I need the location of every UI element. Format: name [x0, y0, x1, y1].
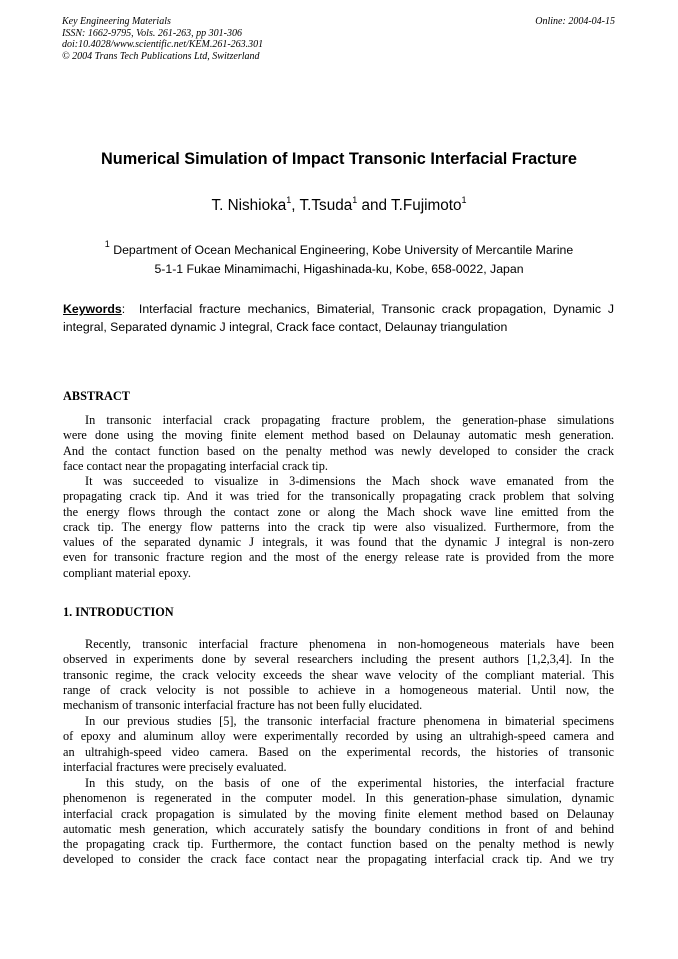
text-line: In our previous studies [5], the transonic interfacial fracture phenomena in bimaterial specimens — [85, 714, 614, 728]
text-line: transonic regime, the crack velocity exceeds the shear wave velocity of the compliant material. This — [63, 667, 614, 682]
text-line: In this study, on the basis of one of the experimental histories, the interfacial fracture — [85, 776, 614, 790]
introduction-paragraph — [63, 637, 614, 713]
text-line: And the contact function based on the penalty method was newly developed to consider the crack — [63, 443, 614, 458]
journal-header — [62, 16, 615, 62]
text-line: propagating crack tip. And it was tried for the transonically propagating crack problem that solving — [63, 489, 614, 504]
text-line: In transonic interfacial crack propagating fracture problem, the generation-phase simulations — [85, 413, 614, 427]
abstract-paragraph — [63, 413, 614, 474]
doi-line: doi:10.4028/www.scientific.net/KEM.261-263.301 — [62, 39, 264, 51]
text-line: of epoxy and aluminum alloy were experimentally recorded by using an ultrahigh-speed camera and — [63, 729, 614, 744]
author-name: T. Nishioka — [211, 197, 287, 214]
affiliation-mark: 1 — [104, 239, 110, 249]
text-line: the propagating crack tip. Furthermore, the contact function based on the penalty method is newly — [63, 837, 614, 852]
keywords-label: Keywords — [63, 302, 122, 316]
introduction-heading: 1. INTRODUCTION — [63, 605, 174, 619]
affiliation-department: Department of Ocean Mechanical Engineering, Kobe University of Mercantile Marine — [109, 243, 574, 257]
text-line: an ultrahigh-speed video camera. Based on the experimental records, the histories of transonic — [63, 744, 614, 759]
text-line: phenomenon is regenerated in the computer model. In this generation-phase simulation, dynamic — [63, 791, 614, 806]
author-separator: and — [357, 197, 391, 214]
text-line: range of crack velocity is not possible to achieve in a homogeneous material. Until now, the — [63, 682, 614, 697]
text-line: crack tip. The energy flow patterns into the crack tip were also visualized. Furthermore, from the — [63, 519, 614, 534]
text-line: face contact near the propagating interfacial crack tip. — [63, 458, 328, 473]
text-line: automatic mesh generation, which accurately satisfy the boundary conditions in front of and behind — [63, 821, 614, 836]
text-line: interfacial fractures were precisely evaluated. — [63, 759, 287, 774]
introduction-paragraph — [63, 714, 614, 775]
copyright-line: © 2004 Trans Tech Publications Ltd, Switzerland — [62, 50, 260, 62]
text-line: even for transonic fracture region and the most of the energy release rate is provided from the more — [63, 550, 614, 565]
text-line: developed to consider the crack face contact near the propagating interfacial crack tip. And we try — [63, 852, 614, 867]
text-line: were done using the moving finite element method based on Delaunay automatic mesh generation. — [63, 428, 614, 443]
abstract-paragraph — [63, 474, 614, 581]
text-line: It was succeeded to visualize in 3-dimensions the Mach shock wave emanated from the — [85, 474, 614, 488]
text-line: Recently, transonic interfacial fracture phenomena in non-homogeneous materials have been — [85, 637, 614, 651]
author-name: T.Tsuda — [299, 197, 353, 214]
affiliation-address: 5-1-1 Fukae Minamimachi, Higashinada-ku, Kobe, 658-0022, Japan — [154, 261, 524, 276]
keywords-text: Interfacial fracture mechanics, Bimaterial, Transonic crack propagation, Dynamic J integral, Separated dynamic J integral, Crack face contact, Delaunay triangulation — [63, 302, 614, 334]
text-line: the energy flows through the contact zone or along the Mach shock wave line emitted from the — [63, 504, 614, 519]
online-date: Online: 2004-04-15 — [535, 16, 615, 27]
author-separator: , — [291, 197, 300, 214]
text-line: observed in experiments done by several researchers including the present authors [1,2,3,4]. In the — [63, 652, 614, 667]
author-name: T.Fujimoto — [390, 197, 462, 214]
text-line: values of the separated dynamic J integrals, it was found that the dynamic J integral is non-zero — [63, 535, 614, 550]
affiliation — [40, 241, 638, 278]
journal-name: Key Engineering Materials — [62, 16, 171, 27]
text-line: mechanism of transonic interfacial fracture has not been fully elucidated. — [63, 698, 423, 713]
keywords-colon: : — [121, 302, 126, 316]
author-list — [40, 196, 638, 216]
text-line: compliant material epoxy. — [63, 565, 191, 580]
author-affiliation-mark: 1 — [286, 195, 292, 205]
keywords — [63, 300, 614, 336]
author-affiliation-mark: 1 — [352, 195, 358, 205]
author-affiliation-mark: 1 — [461, 195, 467, 205]
abstract-heading: ABSTRACT — [63, 389, 130, 403]
introduction-paragraph — [63, 776, 614, 868]
issn-line: ISSN: 1662-9795, Vols. 261-263, pp 301-306 — [62, 27, 242, 39]
paper-title: Numerical Simulation of Impact Transonic Interfacial Fracture — [101, 150, 577, 168]
text-line: interfacial crack propagation is simulated by the moving finite element method based on Delaunay — [63, 806, 614, 821]
